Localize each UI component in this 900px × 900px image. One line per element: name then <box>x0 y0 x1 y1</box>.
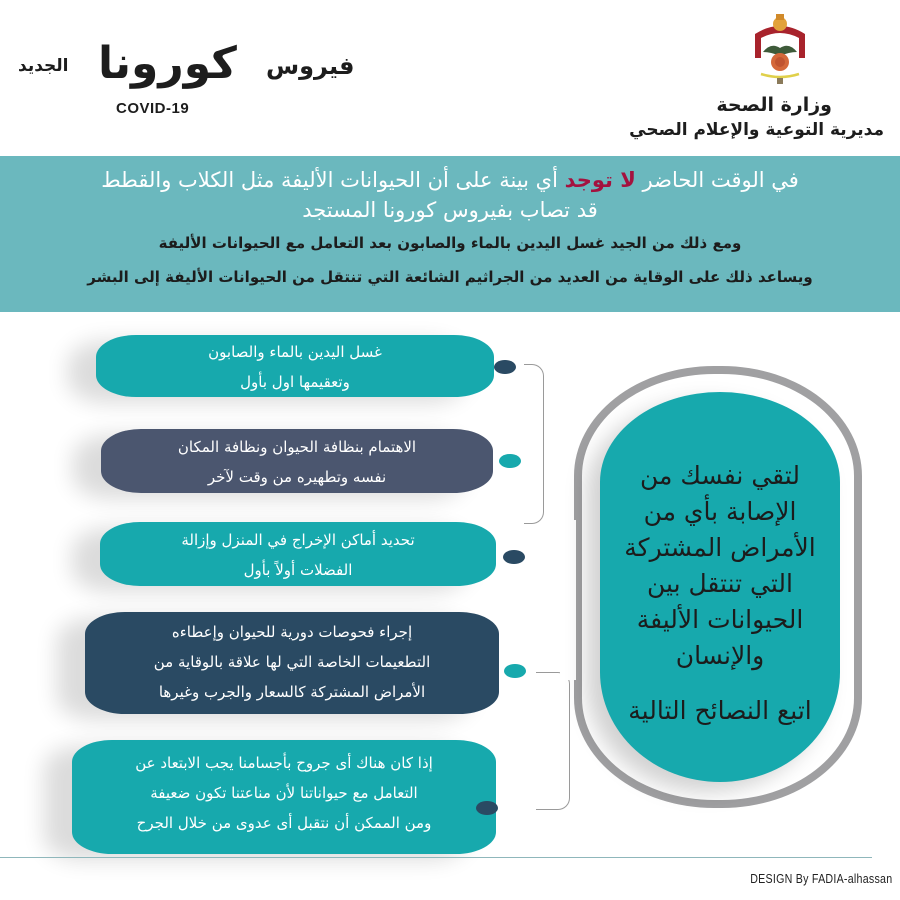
banner-line-4: ويساعد ذلك على الوقاية من العديد من الجراثيم الشائعة التي تنتقل من الحيوانات الأليفة إلى البشر <box>87 268 813 286</box>
banner-line-1-start: في الوقت الحاضر <box>635 168 799 192</box>
covid-title-logo <box>14 30 355 125</box>
tip-card-1 <box>96 335 494 397</box>
tip-3-line-1: تحديد أماكن الإخراج في المنزل وإزالة <box>181 531 415 549</box>
center-line-4: التي تنتقل بين <box>647 569 793 598</box>
ministry-name: وزارة الصحة <box>716 94 832 116</box>
center-line-3: الأمراض المشتركة <box>624 533 816 562</box>
tip-3-line-2: الفضلات أولاً بأول <box>243 561 353 579</box>
ministry-block <box>610 8 890 143</box>
tip-4-bullet-dot <box>504 664 526 678</box>
center-line-5: الحيوانات الأليفة <box>636 605 804 634</box>
center-message <box>600 458 840 674</box>
tip-3-bullet-dot <box>503 550 525 564</box>
tip-card-5 <box>72 740 496 854</box>
tip-2-line-2: نفسه وتطهيره من وقت لآخر <box>207 468 387 486</box>
tip-4-line-3: الأمراض المشتركة كالسعار والجرب وغيرها <box>158 683 426 701</box>
tip-4-line-1: إجراء فحوصات دورية للحيوان وإعطاءه <box>171 623 413 641</box>
title-corona-word: كورونا <box>98 38 237 89</box>
center-line-1: لتقي نفسك من <box>640 461 800 490</box>
banner-line-2: قد تصاب بفيروس كورونا المستجد <box>302 198 598 222</box>
tip-card-2 <box>101 429 493 493</box>
tip-2-bullet-dot <box>499 454 521 468</box>
connector-bracket-top <box>524 364 544 524</box>
connector-bracket-bottom <box>536 672 570 810</box>
center-message-shield <box>600 392 840 782</box>
designer-credit: DESIGN By FADIA-alhassan <box>749 871 892 886</box>
tip-5-line-3: ومن الممكن أن نتقبل أى عدوى من خلال الجرح <box>136 814 432 832</box>
banner-line-1 <box>0 166 900 194</box>
banner-highlight-no-evidence: لا توجد <box>564 168 636 192</box>
center-line-6: والإنسان <box>675 641 765 670</box>
tip-1-line-2: وتعقيمها اول بأول <box>240 373 350 391</box>
tip-4-line-2: التطعيمات الخاصة التي لها علاقة بالوقاية من <box>153 653 431 671</box>
covid-19-label: COVID-19 <box>116 100 190 117</box>
center-line-2: الإصابة بأي من <box>643 497 797 526</box>
footer-divider <box>0 857 872 858</box>
frame-gap <box>560 520 576 680</box>
banner-line-3: ومع ذلك من الجيد غسل اليدين بالماء والصابون بعد التعامل مع الحيوانات الأليفة <box>158 234 742 252</box>
banner-line-1-end: أي بينة على أن الحيوانات الأليفة مثل الكلاب والقطط <box>101 168 565 192</box>
tip-5-line-1: إذا كان هناك أى جروح بأجسامنا يجب الابتعاد عن <box>135 754 433 772</box>
intro-banner <box>0 156 900 312</box>
tip-5-bullet-dot <box>476 801 498 815</box>
tip-card-4 <box>85 612 499 714</box>
follow-tips-heading: اتبع النصائح التالية <box>628 696 812 725</box>
frame-gap <box>862 520 878 680</box>
tip-card-3 <box>100 522 496 586</box>
coat-of-arms-icon <box>745 12 815 92</box>
title-new-word: الجديد <box>18 56 69 76</box>
title-virus-word: فيروس <box>266 52 355 80</box>
tip-1-bullet-dot <box>494 360 516 374</box>
tip-1-line-1: غسل اليدين بالماء والصابون <box>208 343 382 361</box>
tip-5-line-2: التعامل مع حيواناتنا لأن مناعتنا تكون ضعيفة <box>150 784 418 802</box>
ministry-department: مديرية التوعية والإعلام الصحي <box>629 120 884 140</box>
tip-2-line-1: الاهتمام بنظافة الحيوان ونظافة المكان <box>177 438 417 456</box>
